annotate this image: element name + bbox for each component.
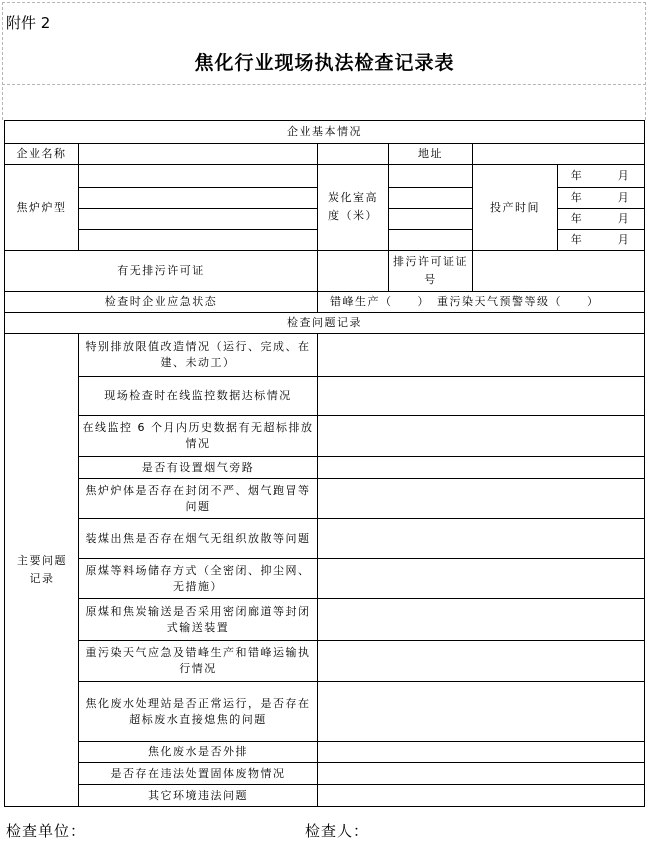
issue-item: 其它环境违法问题 bbox=[148, 788, 248, 802]
main-issues-label: 主要问题记录 bbox=[17, 554, 67, 585]
issue-item: 是否有设置烟气旁路 bbox=[141, 460, 255, 474]
section-heading-issues: 检查问题记录 bbox=[287, 316, 362, 329]
inspector-label: 检查人： bbox=[305, 822, 370, 840]
section-heading-basic: 企业基本情况 bbox=[287, 125, 362, 138]
year-label: 年 bbox=[570, 232, 584, 246]
issue-item: 焦炉炉体是否存在封闭不严、烟气跑冒等问题 bbox=[85, 483, 311, 513]
issue-item: 焦化废水是否外排 bbox=[148, 745, 248, 758]
operation-time-label: 投产时间 bbox=[490, 200, 540, 214]
permit-number-label: 排污许可证证号 bbox=[393, 255, 468, 286]
appendix-label: 附件 2 bbox=[6, 14, 51, 32]
year-label: 年 bbox=[570, 211, 584, 225]
month-label: 月 bbox=[617, 232, 631, 246]
company-name-field[interactable] bbox=[79, 144, 317, 164]
month-label: 月 bbox=[617, 211, 631, 225]
issue-item: 焦化废水处理站是否正常运行，是否存在超标废水直接熄焦的问题 bbox=[85, 696, 311, 726]
address-label: 地址 bbox=[418, 147, 443, 160]
header-divider bbox=[2, 84, 646, 85]
issue-item: 装煤出焦是否存在烟气无组织放散等问题 bbox=[85, 531, 311, 545]
form-title: 焦化行业现场执法检查记录表 bbox=[194, 52, 455, 74]
year-label: 年 bbox=[570, 169, 584, 182]
inspection-unit-label: 检查单位： bbox=[6, 822, 87, 840]
emergency-status-label: 检查时企业应急状态 bbox=[104, 295, 218, 308]
month-label: 月 bbox=[617, 169, 631, 182]
issue-item: 原煤和焦炭输送是否采用密闭廊道等封闭式输送装置 bbox=[85, 604, 311, 634]
issue-item: 特别排放限值改造情况（运行、完成、在建、未动工） bbox=[85, 340, 311, 369]
chamber-height-label: 炭化室高度（米） bbox=[328, 191, 378, 222]
permit-label: 有无排污许可证 bbox=[117, 264, 205, 277]
year-label: 年 bbox=[570, 190, 584, 204]
issue-item: 重污染天气应急及错峰生产和错峰运输执行情况 bbox=[85, 646, 311, 675]
company-name-label: 企业名称 bbox=[16, 147, 67, 160]
emergency-status-value: 错峰生产（ ） 重污染天气预警等级（ ） bbox=[330, 295, 600, 308]
address-field[interactable] bbox=[473, 144, 644, 164]
issue-item: 是否存在违法处置固体废物情况 bbox=[110, 766, 286, 780]
month-label: 月 bbox=[617, 190, 631, 204]
coke-oven-type-label: 焦炉炉型 bbox=[16, 200, 67, 214]
issue-item: 在线监控 6 个月内历史数据有无超标排放情况 bbox=[82, 421, 314, 450]
issue-item: 现场检查时在线监控数据达标情况 bbox=[104, 389, 292, 402]
issue-item: 原煤等料场储存方式（全密闭、抑尘网、无措施） bbox=[85, 563, 311, 593]
